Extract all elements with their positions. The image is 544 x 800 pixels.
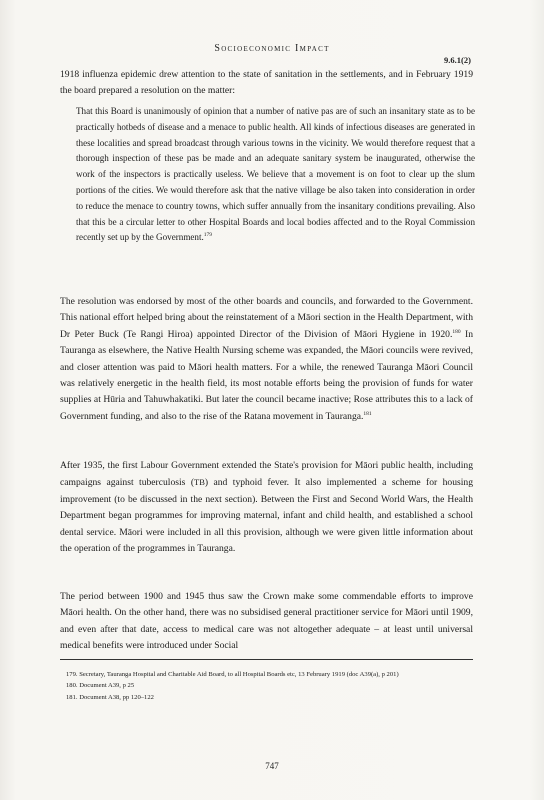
section-number: 9.6.1(2) <box>444 55 471 65</box>
footnote-text: Document A38, pp 120–122 <box>79 693 154 701</box>
footnote-divider <box>60 659 473 660</box>
footnote-text: Secretary, Tauranga Hospital and Charitable Aid Board, to all Hospital Boards etc, 13 February 1919 (doc A39(a), p 201) <box>79 671 399 678</box>
footnotes-list <box>66 669 471 703</box>
footnote-ref[interactable]: 181 <box>363 410 372 417</box>
page-number: 747 <box>265 761 279 771</box>
paragraph-text: In Tauranga as elsewhere, the Native Health Nursing scheme was expanded, the Māori councils were revived, and closer attention was paid to Māori health matters. For a while, the renewed Tauranga Māori Council was relatively energetic in the health field, its most notable efforts being the provision of funds for water supplies at Hūria and Tahuwhakatiki. But later the council became inactive; Rose attributes this to a lack of Government funding, and also to the rise of the Ratana movement in Tauranga. <box>60 328 474 422</box>
paragraph-text: The resolution was endorsed by most of the other boards and councils, and forwarded to the Government. This national effort helped bring about the reinstatement of a Māori section in the Health Department, with Dr Peter Buck (Te Rangi Hiroa) appointed Director of the Division of Māori Hygiene in 1920. <box>60 296 473 340</box>
paragraph-text: After 1935, the first Labour Government extended the State's provision for Māori public health, including campaigns against tuberculosis ( <box>60 460 473 489</box>
footnote-number: 181. <box>66 693 78 701</box>
intro-paragraph: 1918 influenza epidemic drew attention to the state of sanitation in the settlements, and in February 1919 the board prepared a resolution on the matter: <box>60 69 473 97</box>
body-paragraph: The period between 1900 and 1945 thus saw the Crown make some commendable efforts to improve Māori health. On the other hand, there was no subsidised general practitioner service for Māori until 1909, and even after that date, access to medical care was not altogether adequate – at least until universal medical benefits were introduced under Social <box>60 591 473 652</box>
footnote-ref[interactable]: 179 <box>203 232 213 239</box>
block-quote <box>76 104 475 246</box>
footnote <box>66 692 471 703</box>
footnote-text: Document A39, p 25 <box>79 682 135 690</box>
abbreviation: TB <box>194 477 205 488</box>
footnote <box>66 669 471 680</box>
quote-text: That this Board is unanimously of opinion that a number of native pas are of such an insanitary state as to be practically hotbeds of disease and a menace to public health. All kinds of infectious diseases are generated in these localities and spread broadcast through various towns in the vicinity. We would therefore request that a thorough inspection of these pas be made and an adequate sanitary system be inaugurated, otherwise the work of the inspectors is practically useless. We believe that a movement is on foot to clear up the slum portions of the cities. We would therefore ask that the native village be also taken into consideration in order to reduce the menace to country towns, which suffer annually from the insanitary conditions prevailing. Also that this be a circular letter to other Hospital Boards and local bodies affected and to the Royal Commission recently set up by the Government. <box>76 106 475 243</box>
body-paragraph <box>60 458 473 557</box>
footnote-number: 179. <box>66 671 78 678</box>
footnote-number: 180. <box>66 682 78 690</box>
running-head: Socioeconomic Impact <box>214 43 330 54</box>
body-paragraph <box>60 294 473 425</box>
footnote <box>66 680 471 691</box>
footnote-ref[interactable]: 180 <box>452 328 461 335</box>
paragraph-text: ) and typhoid fever. It also implemented a scheme for housing improvement (to be discussed in the next section). Between the First and Second World Wars, the Health Department began programmes for improving maternal, infant and child health, and established a school dental service. Māori were included in all this provision, although we were given little information about the operation of the programmes in Tauranga. <box>60 477 473 555</box>
